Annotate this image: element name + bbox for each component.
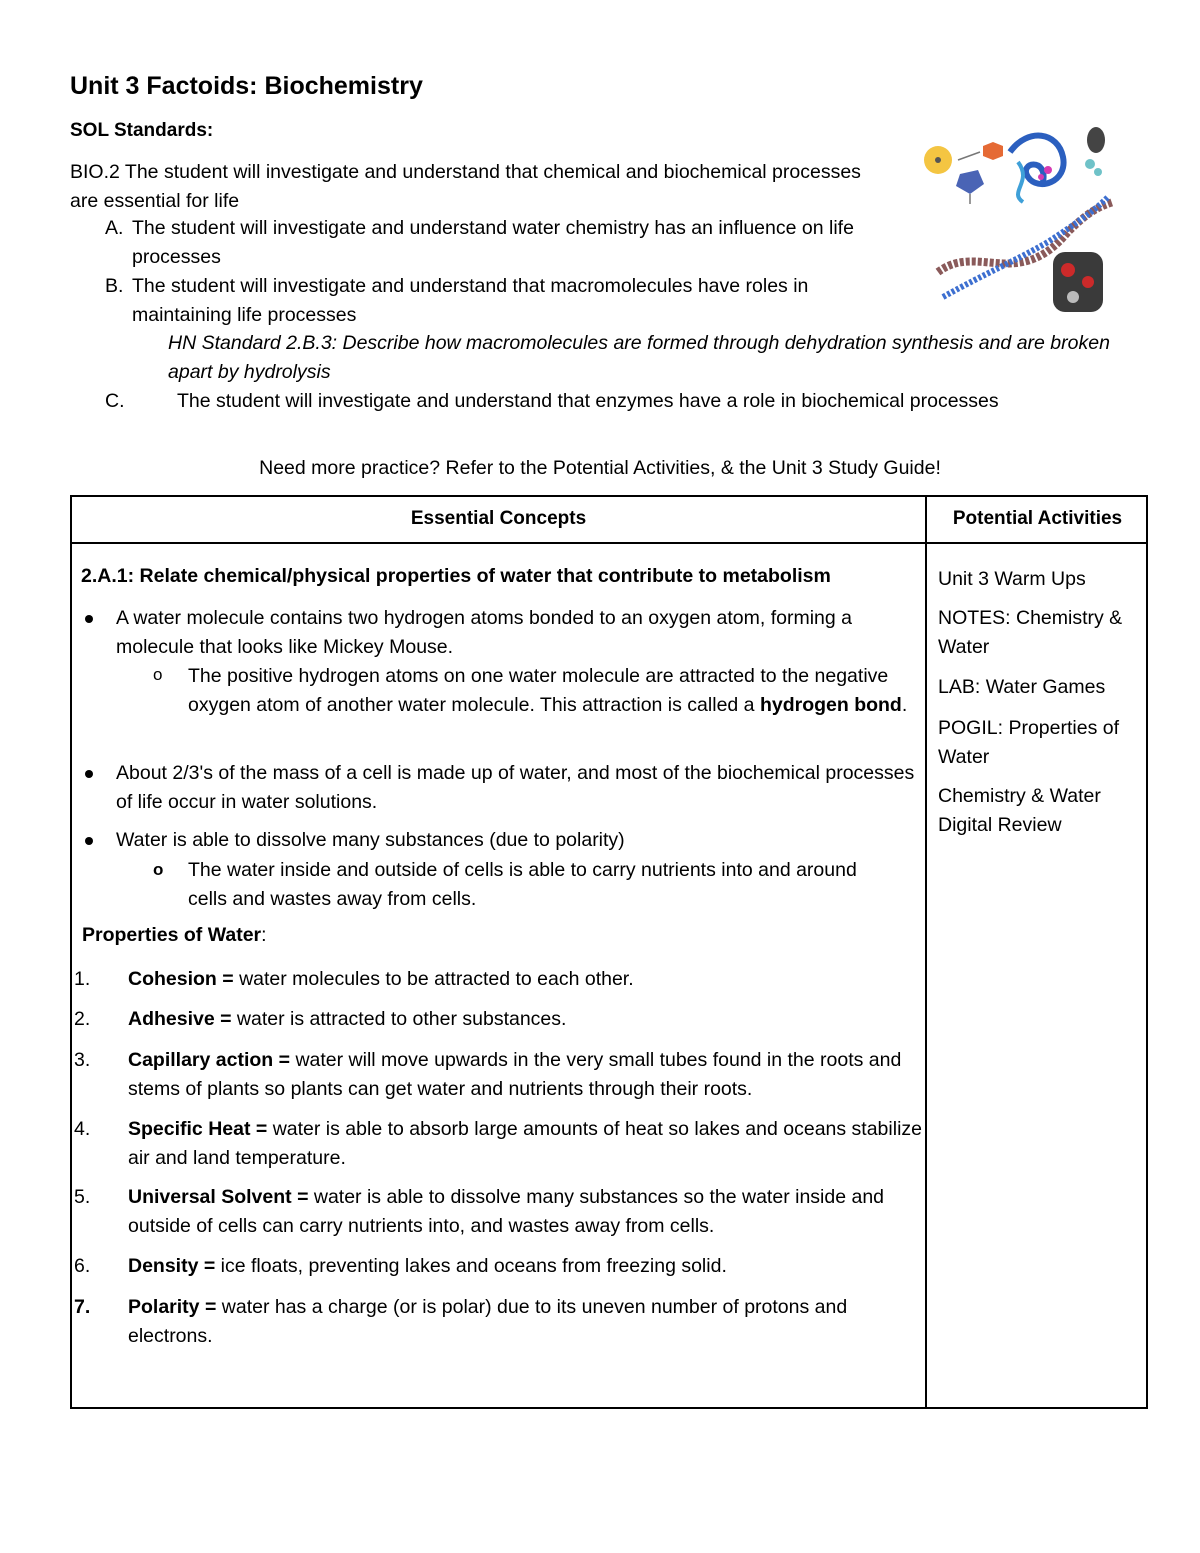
standard-a — [105, 214, 895, 272]
property-cohesion — [128, 965, 923, 994]
concept-title: 2.A.1: Relate chemical/physical properties of water that contribute to metabolism — [81, 565, 831, 587]
space-fill-molecule-icon — [1053, 252, 1103, 312]
property-universal-solvent — [128, 1183, 923, 1241]
bio2-standard: BIO.2 The student will investigate and understand that chemical and biochemical processes are essential for life — [70, 161, 861, 212]
sugar-molecule-icon — [956, 170, 984, 194]
standard-c-text: The student will investigate and understand that enzymes have a role in biochemical processes — [177, 390, 999, 412]
property-density — [128, 1252, 923, 1281]
property-term: Adhesive = — [128, 1008, 232, 1030]
property-term: Polarity = — [128, 1296, 217, 1318]
property-term: Cohesion = — [128, 968, 234, 990]
practice-note: Need more practice? Refer to the Potential Activities, & the Unit 3 Study Guide! — [259, 457, 941, 479]
hydrogen-bond-term: hydrogen bond — [759, 694, 902, 716]
property-desc: water is able to dissolve many substances so the water inside and outside of cells can carry nutrients into, and wastes away from cells. — [128, 1186, 885, 1237]
standard-b-text: The student will investigate and understand that macromolecules have roles in maintaining life processes — [132, 275, 809, 326]
bullet-water-molecule: A water molecule contains two hydrogen atoms bonded to an oxygen atom, forming a molecule that looks like Mickey Mouse. — [116, 607, 853, 658]
property-number: 4. — [74, 1118, 91, 1140]
sub-bullet-text: The positive hydrogen atoms on one water molecule are attracted to the negative oxygen atom of another water molecule. This attraction is called a — [188, 665, 889, 716]
header-potential-activities: Potential Activities — [952, 508, 1123, 529]
bullet-dissolve: Water is able to dissolve many substances (due to polarity) — [116, 829, 625, 851]
properties-heading — [82, 924, 267, 947]
protein-ribbon-icon — [1010, 136, 1064, 184]
activity-digital-review[interactable]: Chemistry & Water Digital Review — [938, 785, 1101, 836]
property-adhesive — [128, 1005, 923, 1034]
bullet-dot — [85, 837, 93, 845]
standard-b-label: B. — [105, 275, 124, 297]
property-capillary — [128, 1046, 923, 1104]
standard-a-label: A. — [105, 217, 124, 239]
sub-bullet-marker: o — [153, 665, 163, 684]
property-polarity — [128, 1293, 923, 1351]
properties-colon: : — [261, 924, 267, 946]
property-desc: water will move upwards in the very small tubes found in the roots and stems of plants so plants can get water and nutrients through their roots. — [128, 1049, 902, 1100]
biomolecules-image — [918, 122, 1118, 322]
standard-b — [105, 272, 895, 330]
property-number: 6. — [74, 1255, 91, 1277]
table-header-divider — [70, 542, 1148, 544]
property-number: 1. — [74, 968, 91, 990]
sub-bullet-hydrogen-bond — [188, 662, 918, 720]
standard-a-text: The student will investigate and understand water chemistry has an influence on life processes — [132, 217, 854, 268]
property-term: Universal Solvent = — [128, 1186, 309, 1208]
biomolecules-illustration — [918, 122, 1118, 322]
activity-notes[interactable]: NOTES: Chemistry & Water — [938, 607, 1123, 658]
bullet-dot — [85, 615, 93, 623]
activity-lab[interactable]: LAB: Water Games — [938, 676, 1106, 698]
standard-c — [105, 387, 999, 416]
property-term: Density = — [128, 1255, 216, 1277]
properties-label: Properties of Water — [82, 924, 262, 946]
hn-standard: HN Standard 2.B.3: Describe how macromolecules are formed through dehydration synthesis and are broken apart by hydrolysis — [168, 332, 1110, 383]
property-number: 7. — [74, 1296, 91, 1318]
property-number: 5. — [74, 1186, 91, 1208]
bullet-cell-mass: About 2/3's of the mass of a cell is made up of water, and most of the biochemical processes of life occur in water solutions. — [116, 762, 915, 813]
property-desc: ice floats, preventing lakes and oceans from freezing solid. — [215, 1255, 727, 1277]
table-column-divider — [925, 495, 927, 1409]
protein-blob-icon — [1087, 127, 1105, 153]
property-term: Specific Heat = — [128, 1118, 268, 1140]
property-desc: water has a charge (or is polar) due to its uneven number of protons and electrons. — [128, 1296, 848, 1347]
bullet-dot — [85, 770, 93, 778]
activity-warm-ups[interactable]: Unit 3 Warm Ups — [938, 568, 1086, 590]
property-desc: water is attracted to other substances. — [231, 1008, 567, 1030]
property-term: Capillary action = — [128, 1049, 291, 1071]
property-desc: water is able to absorb large amounts of heat so lakes and oceans stabilize air and land temperature. — [128, 1118, 922, 1169]
activity-pogil[interactable]: POGIL: Properties of Water — [938, 717, 1119, 768]
sol-standards-label: SOL Standards: — [70, 120, 214, 141]
page-title: Unit 3 Factoids: Biochemistry — [70, 72, 423, 100]
property-specific-heat — [128, 1115, 923, 1173]
property-desc: water molecules to be attracted to each other. — [233, 968, 634, 990]
sub-bullet-transport: The water inside and outside of cells is able to carry nutrients into and around cells and wastes away from cells. — [188, 859, 857, 910]
property-number: 2. — [74, 1008, 91, 1030]
standard-c-label: C. — [105, 390, 125, 412]
sub-bullet-period: . — [901, 694, 908, 716]
header-essential-concepts: Essential Concepts — [410, 508, 587, 529]
sub-bullet-marker: o — [153, 860, 164, 879]
property-number: 3. — [74, 1049, 91, 1071]
ring-molecule-icon — [983, 142, 1003, 160]
